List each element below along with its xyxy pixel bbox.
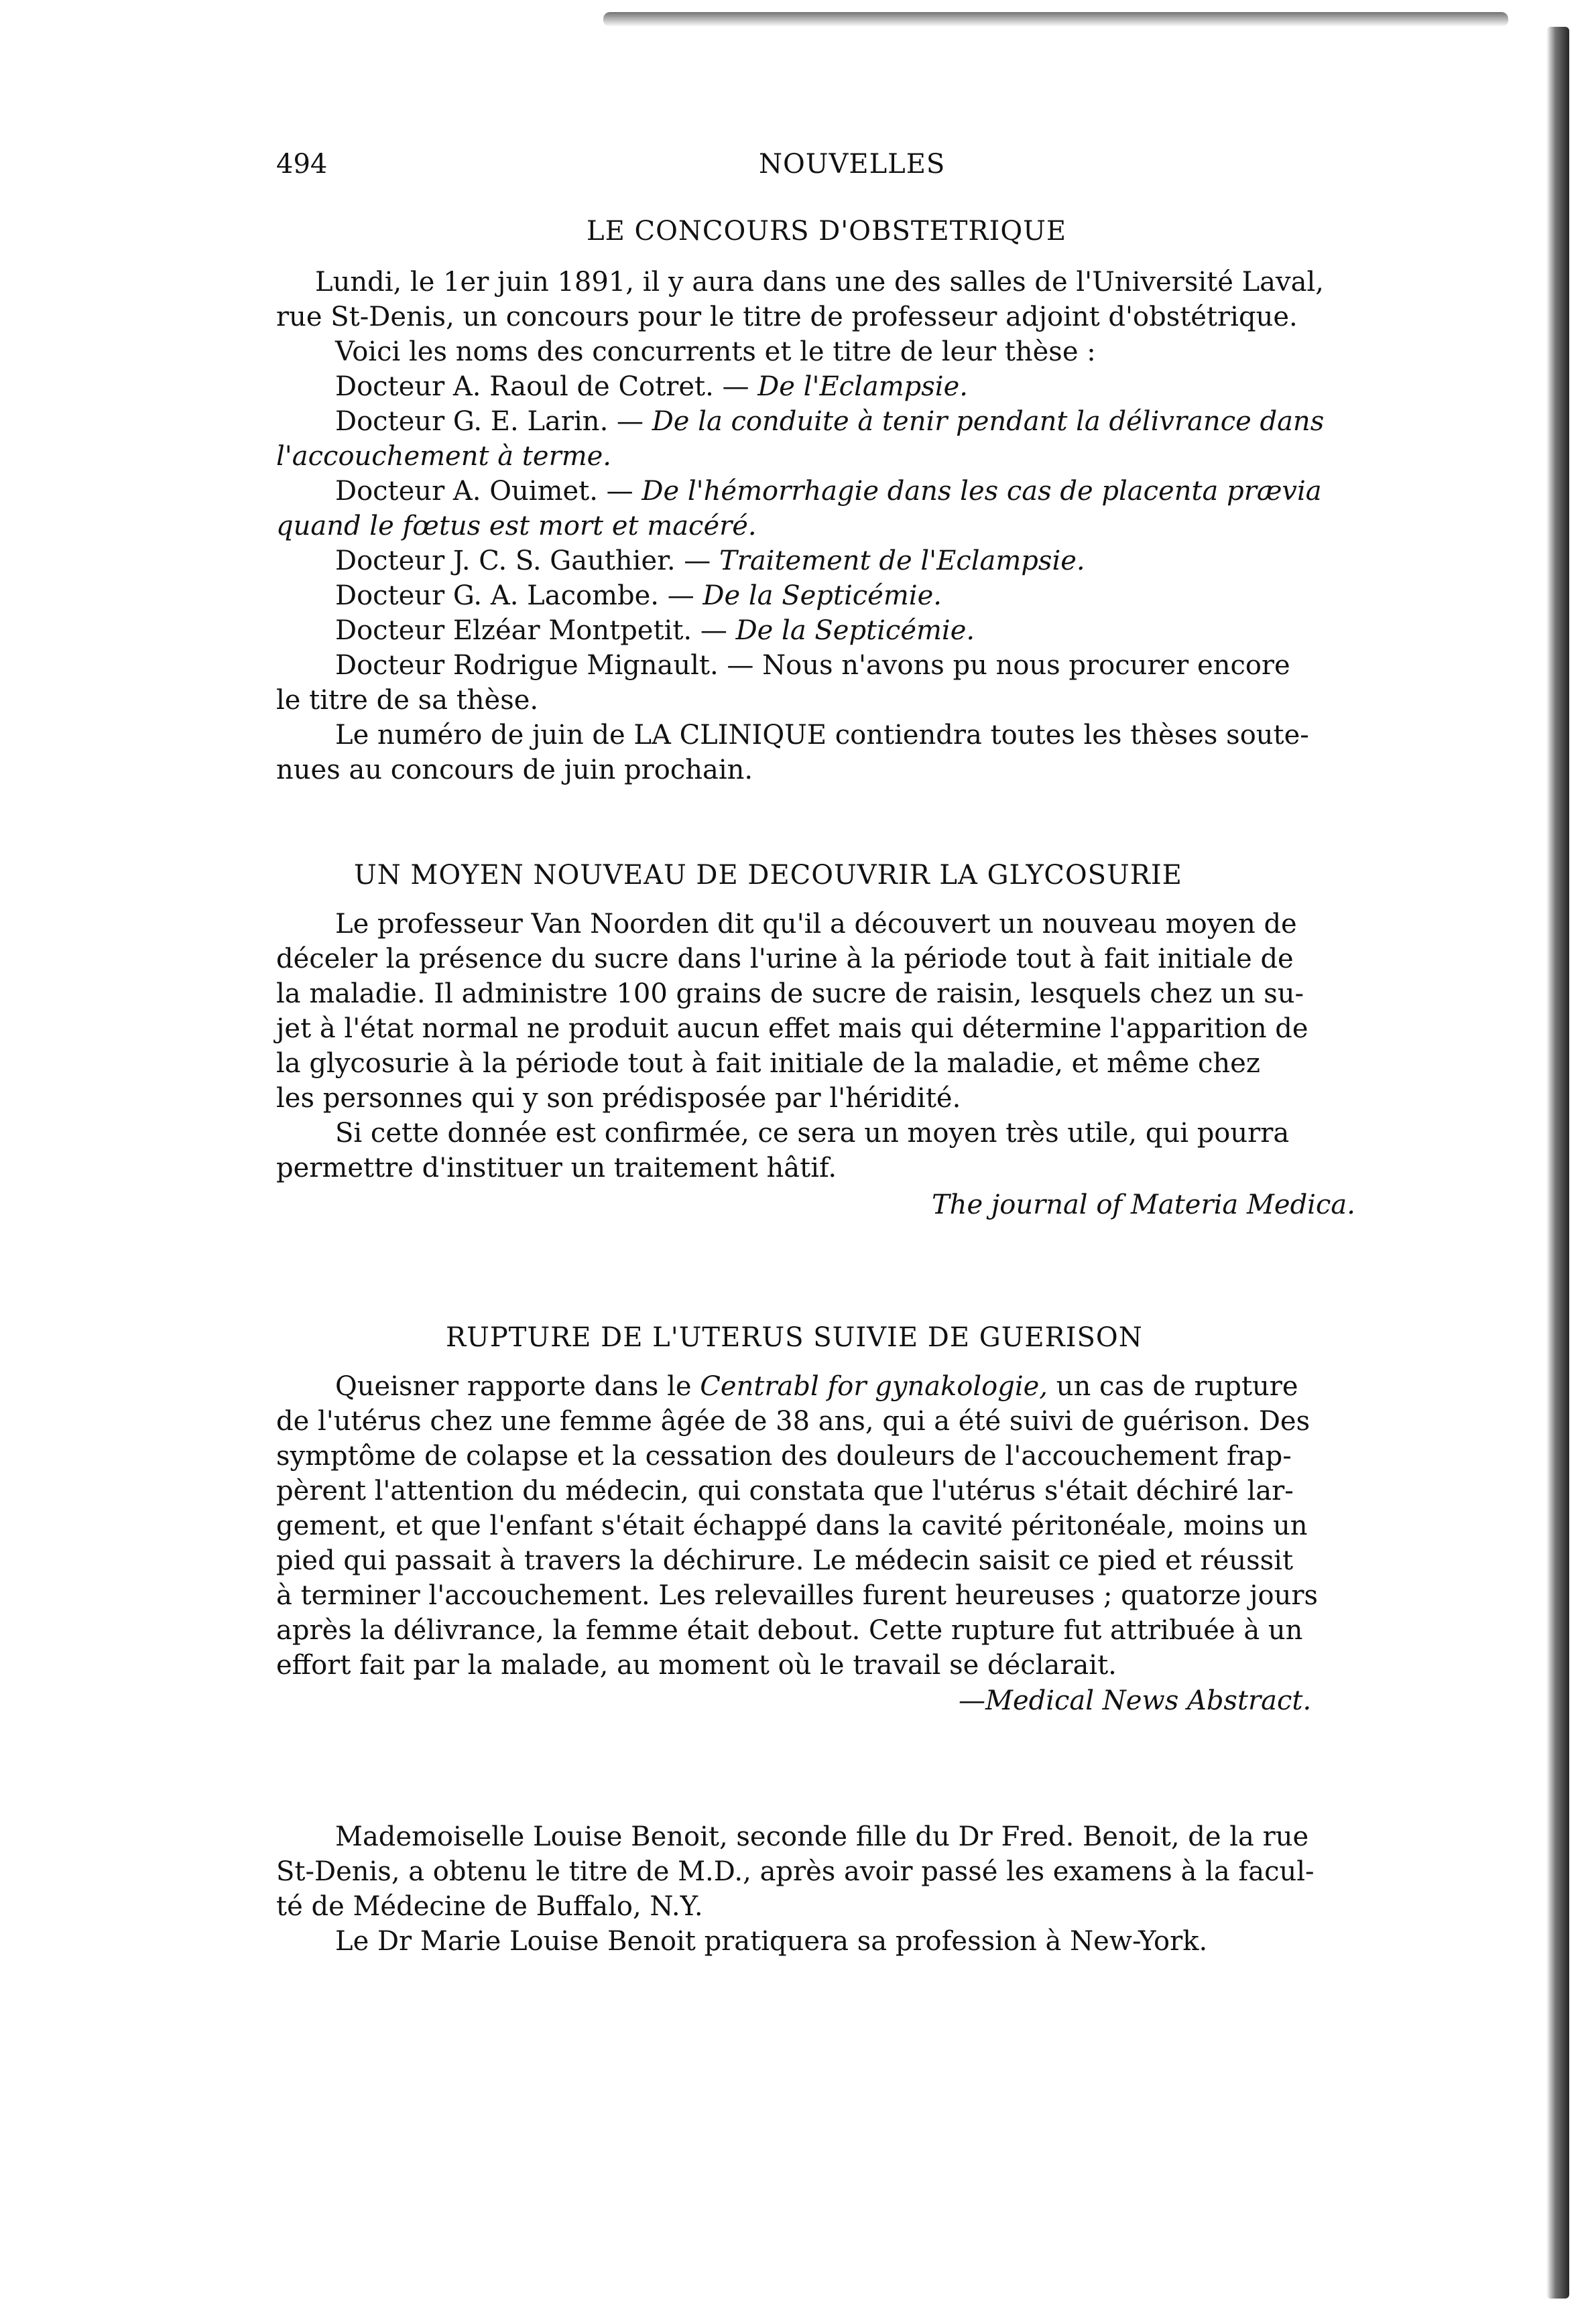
text-line: déceler la présence du sucre dans l'urine à la période tout à fait initiale de: [276, 944, 1294, 974]
text-line: la glycosurie à la période tout à fait initiale de la maladie, et même chez: [276, 1048, 1260, 1079]
thesis-title: De l'Eclampsie.: [757, 371, 968, 402]
text-line: symptôme de colapse et la cessation des douleurs de l'accouchement frap-: [276, 1441, 1292, 1472]
text-line: Docteur Rodrigue Mignault. — Nous n'avons pu nous procurer encore: [335, 650, 1290, 681]
candidate-name: Docteur G. A. Lacombe. —: [335, 580, 703, 611]
journal-name: Centrabl for gynakologie,: [700, 1371, 1048, 1402]
text-line: St-Denis, a obtenu le titre de M.D., après avoir passé les examens à la facul-: [276, 1856, 1315, 1887]
text-line: [335, 1369, 1298, 1404]
candidate-name: Docteur G. E. Larin. —: [335, 406, 652, 437]
text-line: Le Dr Marie Louise Benoit pratiquera sa profession à New-York.: [335, 1926, 1208, 1957]
text-line: à terminer l'accouchement. Les relevailles furent heureuses ; quatorze jours: [276, 1580, 1319, 1611]
scan-edge-right: [1546, 27, 1569, 2299]
text-line: après la délivrance, la femme était debout. Cette rupture fut attribuée à un: [276, 1615, 1303, 1646]
text-line: té de Médecine de Buffalo, N.Y.: [276, 1891, 703, 1922]
source-citation: The journal of Materia Medica.: [932, 1189, 1355, 1220]
thesis-title: De la Septicémie.: [735, 615, 975, 646]
section-title-concours: LE CONCOURS D'OBSTETRIQUE: [587, 216, 1067, 247]
scan-edge-top: [603, 12, 1508, 27]
text-run: Queisner rapporte dans le: [335, 1371, 700, 1402]
text-line: la maladie. Il administre 100 grains de sucre de raisin, lesquels chez un su-: [276, 978, 1304, 1009]
section-title-rupture: RUPTURE DE L'UTERUS SUIVIE DE GUERISON: [446, 1322, 1143, 1353]
candidate-name: Docteur Elzéar Montpetit. —: [335, 615, 736, 646]
text-line: les personnes qui y son prédisposée par l'héridité.: [276, 1083, 961, 1114]
text-run: un cas de rupture: [1048, 1371, 1298, 1402]
candidate-line: [335, 578, 942, 613]
text-line: nues au concours de juin prochain.: [276, 755, 753, 785]
candidate-name: Docteur A. Ouimet. —: [335, 476, 642, 507]
source-citation: —Medical News Abstract.: [959, 1685, 1312, 1716]
text-line: pied qui passait à travers la déchirure. Le médecin saisit ce pied et réussit: [276, 1545, 1294, 1576]
thesis-title: De la conduite à tenir pendant la délivrance dans: [652, 406, 1325, 437]
text-line: Si cette donnée est confirmée, ce sera un moyen très utile, qui pourra: [335, 1118, 1290, 1149]
text-line: Le professeur Van Noorden dit qu'il a découvert un nouveau moyen de: [335, 909, 1297, 940]
thesis-title-cont: quand le fœtus est mort et macéré.: [276, 511, 757, 541]
thesis-title: De la Septicémie.: [703, 580, 942, 611]
candidate-line: [335, 369, 968, 404]
running-title: NOUVELLES: [759, 149, 946, 180]
candidate-line: [335, 474, 1322, 509]
text-line: Mademoiselle Louise Benoit, seconde fille du Dr Fred. Benoit, de la rue: [335, 1821, 1309, 1852]
candidate-line: [335, 613, 975, 648]
text-line: Voici les noms des concurrents et le titre de leur thèse :: [335, 336, 1096, 367]
text-line: pèrent l'attention du médecin, qui constata que l'utérus s'était déchiré lar-: [276, 1476, 1294, 1506]
candidate-line: [335, 543, 1085, 578]
candidate-name: Docteur A. Raoul de Cotret. —: [335, 371, 758, 402]
text-line: Le numéro de juin de LA CLINIQUE contiendra toutes les thèses soute-: [335, 720, 1309, 751]
text-line: rue St-Denis, un concours pour le titre de professeur adjoint d'obstétrique.: [276, 302, 1298, 332]
candidate-name: Docteur J. C. S. Gauthier. —: [335, 545, 720, 576]
text-line: le titre de sa thèse.: [276, 685, 539, 716]
text-line: de l'utérus chez une femme âgée de 38 ans, qui a été suivi de guérison. Des: [276, 1406, 1310, 1437]
page-header: [276, 149, 1443, 189]
text-line: effort fait par la malade, au moment où le travail se déclarait.: [276, 1650, 1117, 1681]
text-line: permettre d'instituer un traitement hâtif.: [276, 1153, 837, 1183]
section-title-glycosurie: UN MOYEN NOUVEAU DE DECOUVRIR LA GLYCOSURIE: [354, 860, 1182, 891]
page-number: 494: [276, 149, 328, 180]
thesis-title-cont: l'accouchement à terme.: [276, 441, 612, 472]
text-line: gement, et que l'enfant s'était échappé dans la cavité péritonéale, moins un: [276, 1510, 1308, 1541]
thesis-title: Traitement de l'Eclampsie.: [719, 545, 1085, 576]
thesis-title: De l'hémorrhagie dans les cas de placenta prævia: [642, 476, 1322, 507]
text-line: jet à l'état normal ne produit aucun effet mais qui détermine l'apparition de: [276, 1013, 1308, 1044]
text-line: Lundi, le 1er juin 1891, il y aura dans une des salles de l'Université Laval,: [315, 267, 1324, 298]
candidate-line: [335, 404, 1324, 439]
